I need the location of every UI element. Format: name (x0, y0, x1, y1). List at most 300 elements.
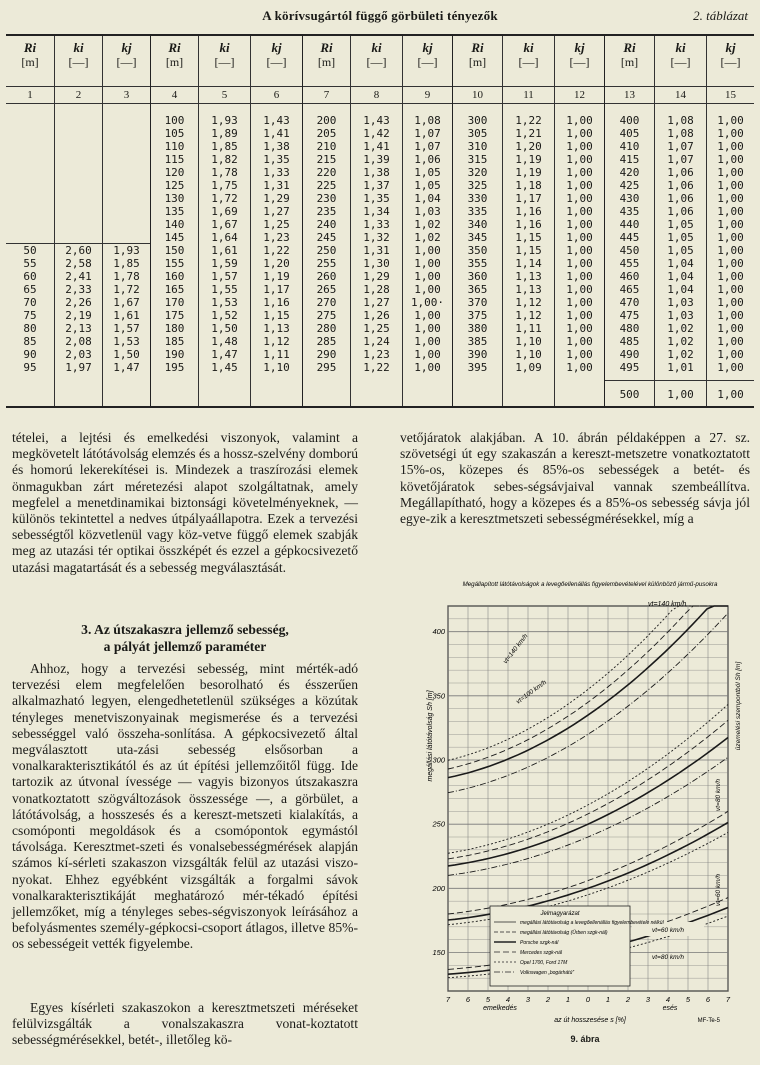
section-heading-line-1: 3. Az útszakaszra jellemző sebesség, (81, 622, 289, 637)
x-tick-labels (446, 995, 731, 1004)
table-cell: 1,33 (263, 166, 290, 179)
legend-title: Jelmagyarázat (540, 911, 580, 917)
column-number: 12 (555, 86, 604, 104)
table-cell: 1,19 (515, 166, 542, 179)
y-tick-label: 200 (432, 883, 445, 893)
header-unit: [m] (468, 55, 487, 69)
table-cell: 325 (467, 179, 488, 192)
table-cell: 230 (316, 192, 337, 205)
table-cell: 1,00 (717, 114, 744, 127)
table-cell: 1,11 (263, 348, 290, 361)
table-column-14 (654, 36, 706, 406)
table-cell: 2,13 (65, 322, 92, 335)
header-symbol: kj (271, 40, 282, 55)
table-cell: 1,00 (717, 309, 744, 322)
table-cell: 205 (316, 127, 337, 140)
table-cell: 1,00 (566, 309, 593, 322)
table-cell: 1,69 (211, 205, 238, 218)
table-cell: 470 (619, 296, 640, 309)
table-cell: 160 (164, 270, 185, 283)
table-cell: 1,35 (363, 192, 390, 205)
header-symbol: Ri (320, 40, 333, 55)
table-cell: 1,11 (515, 322, 542, 335)
table-cell: 1,01 (667, 361, 694, 374)
table-cell: 135 (164, 205, 185, 218)
header-symbol: Ri (168, 40, 181, 55)
header-symbol: ki (219, 40, 230, 55)
y-tick-label: 150 (432, 948, 445, 957)
table-cell: 1,03 (667, 309, 694, 322)
header-unit: [—] (68, 55, 89, 69)
column-header (6, 36, 54, 86)
table-cell: 1,07 (414, 140, 441, 153)
column-header (151, 36, 198, 86)
column-header (103, 36, 150, 86)
column-header (251, 36, 302, 86)
table-cell: 1,04 (667, 257, 694, 270)
y-tick-label: 350 (432, 691, 445, 701)
table-cell: 1,30 (363, 257, 390, 270)
table-cell: 475 (619, 309, 640, 322)
legend-item: Volkswagen „bogárhátú” (520, 970, 575, 976)
x-tick-label: 6 (465, 995, 471, 1004)
figure-stamp: MF-Te-5 (697, 1018, 720, 1024)
table-cell: 1,67 (211, 218, 238, 231)
table-cell: 460 (619, 270, 640, 283)
table-cell: 1,03 (414, 205, 441, 218)
table-cell: 1,06 (667, 205, 694, 218)
table-cell: 270 (316, 296, 337, 309)
header-symbol: Ri (471, 40, 484, 55)
table-cell: 265 (316, 283, 337, 296)
table-cell: 1,19 (263, 270, 290, 283)
header-unit: [—] (670, 55, 691, 69)
section-heading-line-2: a pályát jellemző paraméter (103, 639, 267, 654)
column-number: 8 (351, 86, 402, 104)
header-unit: [—] (366, 55, 387, 69)
table-cell: 55 (23, 257, 37, 270)
table-cell: 330 (467, 192, 488, 205)
table-cell: 1,00 (566, 179, 593, 192)
table-cell: 1,05 (667, 231, 694, 244)
column-number: 1 (6, 86, 54, 104)
table-cell: 450 (619, 244, 640, 257)
table-cell: 1,09 (515, 361, 542, 374)
table-cell: 125 (164, 179, 185, 192)
table-cell: 1,00 (566, 244, 593, 257)
table-cell: 1,27 (263, 205, 290, 218)
table-cell: 1,00 (717, 179, 744, 192)
table-cell: 385 (467, 335, 488, 348)
table-cell: 1,00 (717, 153, 744, 166)
table-cell: 1,29 (363, 270, 390, 283)
table-cell: 280 (316, 322, 337, 335)
table-cell: 2,08 (65, 335, 92, 348)
table-cell: 275 (316, 309, 337, 322)
table-cell: 1,16 (263, 296, 290, 309)
table-cell: 465 (619, 283, 640, 296)
header-unit: [—] (518, 55, 539, 69)
table-column-3 (102, 36, 150, 406)
column-number: 10 (453, 86, 502, 104)
table-cell: 1,61 (113, 309, 140, 322)
table-cell: 1,97 (65, 361, 92, 374)
table-cell: 1,41 (363, 140, 390, 153)
table-cell: 355 (467, 257, 488, 270)
table-cell: 1,00 (717, 231, 744, 244)
table-cell: 290 (316, 348, 337, 361)
table-cell: 1,00 (414, 322, 441, 335)
header-unit: [—] (266, 55, 287, 69)
table-column-2 (54, 36, 102, 406)
table-cell: 1,05 (667, 218, 694, 231)
column-header (605, 36, 654, 86)
table-cell: 440 (619, 218, 640, 231)
column-header (55, 36, 102, 86)
table-cell: 300 (467, 114, 488, 127)
table-cell: 1,00 (717, 140, 744, 153)
x-tick-label: 1 (605, 995, 611, 1004)
table-cell: 1,17 (263, 283, 290, 296)
table-cell: 145 (164, 231, 185, 244)
table-last-row-cell: 1,00 (707, 380, 754, 408)
sight-distance-chart (420, 576, 750, 1036)
table-cell: 1,15 (263, 309, 290, 322)
table-cell: 65 (23, 283, 37, 296)
column-values (555, 114, 604, 374)
table-cell: 1,47 (113, 361, 140, 374)
table-cell: 225 (316, 179, 337, 192)
table-cell: 400 (619, 114, 640, 127)
header-symbol: ki (73, 40, 84, 55)
x-label-bottom: az út hosszesése s [%] (554, 1017, 626, 1024)
table-cell: 1,06 (414, 153, 441, 166)
table-cell: 1,00 (414, 361, 441, 374)
column-values (303, 114, 350, 374)
table-cell: 1,85 (211, 140, 238, 153)
table-cell: 75 (23, 309, 37, 322)
column-values (403, 114, 452, 374)
table-cell: 240 (316, 218, 337, 231)
table-cell: 140 (164, 218, 185, 231)
column-values (351, 114, 402, 374)
table-cell: 320 (467, 166, 488, 179)
table-cell: 1,00 (566, 114, 593, 127)
table-cell: 1,50 (113, 348, 140, 361)
left-paragraph-2: Ahhoz, hogy a tervezési sebesség, mint mérték-adó tervezési elem megfelelően besorolható és ésszerűen alkalmazható legyen, elengedhetetlenül szükséges a közútak tényleges menetviszonyainak megismerése és a tervezési sebességgel való összeha-sonlítása. A gépkocsivezető által megválasztott uta-zási sebesség elsősorban a vonalkarakterisztikától és az út építési jellemzőitől függ. Ide tartozik az útvonal ívessége — vagyis bizonyos útszakaszra vonatkoztatott szögváltozások összessége —, a görbület, a látótávolság, a hosszesés és a kereszt-metszeti kialakítás, a csomóponti megoldások és a csomópontok egymástól távolsága. Keresztmet-szeti és vonalsebességmérések alapján számos kí-sérleti szakaszon vizsgálták felül az utazási viszo-nyokat. Ehhez egyébként vizsgálták a forgalmi sávok vonalkarakterisztikáját meghatározó mér-tékadó építési jellemzőket, míg a tényleges sebes-ségviszonyok leírásához a befolyásmentes személy-gépkocsi-csoport átlagos, illetve 85%-os sebességeit vették figyelembe. (12, 661, 358, 952)
table-cell: 1,06 (667, 179, 694, 192)
table-cell: 360 (467, 270, 488, 283)
table-cell: 1,00 (717, 205, 744, 218)
column-header (351, 36, 402, 86)
table-cell: 1,02 (667, 335, 694, 348)
table-column-4 (150, 36, 198, 406)
table-cell: 480 (619, 322, 640, 335)
table-cell: 1,00 (566, 296, 593, 309)
table-label: 2. táblázat (693, 8, 748, 23)
table-cell: 445 (619, 231, 640, 244)
table-cell: 1,20 (515, 140, 542, 153)
table-cell: 1,89 (211, 127, 238, 140)
table-cell: 495 (619, 361, 640, 374)
table-cell: 1,00 (717, 283, 744, 296)
table-cell: 1,02 (414, 231, 441, 244)
table-cell: 190 (164, 348, 185, 361)
table-cell: 1,24 (363, 335, 390, 348)
header-symbol: ki (371, 40, 382, 55)
table-cell: 1,61 (211, 244, 238, 257)
table-cell: 215 (316, 153, 337, 166)
table-cell: 1,23 (263, 231, 290, 244)
table-column-11 (502, 36, 554, 406)
legend-item: Mercedes szgk-nál (520, 950, 562, 956)
table-cell: 375 (467, 309, 488, 322)
table-cell: 1,13 (263, 322, 290, 335)
table-cell: 1,15 (515, 231, 542, 244)
column-number: 9 (403, 86, 452, 104)
table-cell: 1,00 (717, 218, 744, 231)
table-cell: 370 (467, 296, 488, 309)
table-cell: 340 (467, 218, 488, 231)
column-header (555, 36, 604, 86)
y-axis-label: megállási látótávolság Sh [m] (427, 690, 434, 782)
table-cell: 1,22 (363, 361, 390, 374)
table-cell: 1,00 (414, 309, 441, 322)
right-paragraph-1: vetőjáratok alakjában. A 10. ábrán példaképpen a 27. sz. szövetségi út egy szakaszán a kereszt-metszetre vonatkoztatott 15%-os, közepes és 85%-os sebességek a betét- és követőjáratok sebes-ségsávjaival vannak szembeállítva. Megállapítható, hogy a közepes és a 85%-os sebesség sávja jól egye-zik a keresztmetszeti sebességmérésekkel, míg a (400, 430, 750, 527)
table-cell: 1,00 (414, 257, 441, 270)
table-cell: 2,58 (65, 257, 92, 270)
table-cell: 1,00 (717, 166, 744, 179)
table-cell: 1,37 (363, 179, 390, 192)
column-number: 3 (103, 86, 150, 104)
table-cell: 255 (316, 257, 337, 270)
column-number: 7 (303, 86, 350, 104)
table-cell: 165 (164, 283, 185, 296)
table-cell: 1,53 (211, 296, 238, 309)
table-cell: 435 (619, 205, 640, 218)
column-values (707, 114, 754, 374)
table-cell: 1,23 (363, 348, 390, 361)
table-cell: 1,16 (515, 205, 542, 218)
table-cell: 1,25 (263, 218, 290, 231)
header-unit: [m] (165, 55, 184, 69)
table-column-12 (554, 36, 604, 406)
table-cell: 1,00 (566, 231, 593, 244)
table-cell: 150 (164, 244, 185, 257)
table-cell: 1,26 (363, 309, 390, 322)
table-cell: 335 (467, 205, 488, 218)
table-cell: 1,41 (263, 127, 290, 140)
table-cell: 1,64 (211, 231, 238, 244)
table-cell: 285 (316, 335, 337, 348)
table-cell: 155 (164, 257, 185, 270)
x-tick-label: 5 (685, 995, 691, 1004)
row-divider (55, 243, 102, 244)
table-cell: 260 (316, 270, 337, 283)
table-cell: 1,18 (515, 179, 542, 192)
table-cell: 1,27 (363, 296, 390, 309)
table-cell: 100 (164, 114, 185, 127)
table-cell: 1,14 (515, 257, 542, 270)
table-cell: 1,67 (113, 296, 140, 309)
table-cell: 1,00 (566, 192, 593, 205)
table-cell: 180 (164, 322, 185, 335)
table-cell: 1,13 (515, 270, 542, 283)
table-cell: 1,00· (410, 296, 445, 309)
column-number: 2 (55, 86, 102, 104)
table-cell: 1,04 (667, 270, 694, 283)
table-cell: 1,57 (211, 270, 238, 283)
table-cell: 345 (467, 231, 488, 244)
row-divider (6, 243, 54, 244)
table-cell: 1,10 (515, 348, 542, 361)
table-cell: 1,00 (566, 166, 593, 179)
header-unit: [m] (21, 55, 39, 69)
x-tick-label: 7 (725, 995, 731, 1004)
table-cell: 1,00 (566, 257, 593, 270)
table-cell: 1,00 (566, 361, 593, 374)
table-cell: 1,34 (363, 205, 390, 218)
table-cell: 1,39 (363, 153, 390, 166)
table-cell: 80 (23, 322, 37, 335)
table-cell: 1,00 (414, 270, 441, 283)
table-cell: 175 (164, 309, 185, 322)
column-values (251, 114, 302, 374)
table-column-6 (250, 36, 302, 406)
table-cell: 1,07 (414, 127, 441, 140)
table-cell: 1,03 (667, 296, 694, 309)
table-cell: 1,00 (717, 257, 744, 270)
curve-label-60: vt=60 km/h (715, 874, 722, 906)
table-cell: 315 (467, 153, 488, 166)
table-cell: 2,33 (65, 283, 92, 296)
figure-top-title: Megállapított látótávolságok a levegőellenállás figyelembevételével különböző jármű-pusokra (462, 581, 718, 588)
row-divider (103, 243, 150, 244)
table-cell: 1,15 (515, 244, 542, 257)
table-cell: 305 (467, 127, 488, 140)
curvature-factor-table (6, 34, 754, 408)
column-values (655, 114, 706, 374)
table-cell: 485 (619, 335, 640, 348)
column-header (453, 36, 502, 86)
column-number: 15 (707, 86, 754, 104)
table-column-7 (302, 36, 350, 406)
table-title: A körívsugártól függő görbületi tényezők (262, 8, 498, 23)
curve-label-80: vt=80 km/h (715, 779, 722, 811)
table-cell: 1,21 (515, 127, 542, 140)
table-cell: 1,06 (667, 166, 694, 179)
table-cell: 1,00 (566, 153, 593, 166)
table-cell: 1,13 (515, 283, 542, 296)
table-cell: 1,02 (667, 322, 694, 335)
table-cell: 2,26 (65, 296, 92, 309)
x-tick-label: 2 (545, 995, 551, 1004)
header-symbol: kj (121, 40, 132, 55)
table-column-13 (604, 36, 654, 406)
column-header (303, 36, 350, 86)
header-symbol: Ri (623, 40, 636, 55)
table-cell: 1,47 (211, 348, 238, 361)
table-cell: 415 (619, 153, 640, 166)
table-cell: 1,33 (363, 218, 390, 231)
table-cell: 1,59 (211, 257, 238, 270)
column-number: 11 (503, 86, 554, 104)
table-cell: 1,38 (363, 166, 390, 179)
table-cell: 1,00 (717, 335, 744, 348)
table-cell: 1,00 (717, 296, 744, 309)
table-cell: 1,10 (515, 335, 542, 348)
x-tick-label: 3 (525, 995, 531, 1004)
table-cell: 1,22 (263, 244, 290, 257)
table-cell: 380 (467, 322, 488, 335)
header-symbol: kj (725, 40, 736, 55)
curve-label-140-mid: vt=140 km/h (502, 632, 530, 666)
y-tick-label: 300 (432, 755, 445, 765)
curve-label-140-top: vt=140 km/h (648, 601, 687, 608)
column-number: 4 (151, 86, 198, 104)
table-cell: 250 (316, 244, 337, 257)
right-axis-label: üzemelési szempontból Sh [m] (735, 661, 742, 751)
column-values (503, 114, 554, 374)
table-cell: 130 (164, 192, 185, 205)
table-cell: 405 (619, 127, 640, 140)
left-paragraph-3: Egyes kísérleti szakaszokon a keresztmetszeti méréseket felülvizsgálták a vonalszakaszra vonat-koztatott sebességmérésekkel, betét-, illetőleg kö- (12, 1000, 358, 1048)
table-cell: 2,03 (65, 348, 92, 361)
header-symbol: ki (675, 40, 686, 55)
x-tick-label: 7 (445, 995, 451, 1004)
table-cell: 220 (316, 166, 337, 179)
header-unit: [—] (116, 55, 137, 69)
table-cell: 1,16 (515, 218, 542, 231)
legend-item: Porsche szgk-nál (520, 940, 559, 946)
column-values (151, 114, 198, 374)
table-cell: 1,29 (263, 192, 290, 205)
table-cell: 2,60 (65, 244, 92, 257)
table-cell: 1,12 (263, 335, 290, 348)
column-header (403, 36, 452, 86)
table-cell: 1,12 (515, 309, 542, 322)
table-cell: 1,08 (667, 127, 694, 140)
figure-caption: 9. ábra (570, 1034, 600, 1044)
table-cell: 185 (164, 335, 185, 348)
table-cell: 1,72 (211, 192, 238, 205)
table-cell: 410 (619, 140, 640, 153)
legend-item: megállási látótávolság a levegőellenállás figyelembevétele nélkül (520, 920, 664, 926)
table-last-row-cell: 1,00 (655, 380, 706, 408)
legend-item: Opel 1700, Ford 17M (520, 960, 568, 966)
table-cell: 1,00 (717, 348, 744, 361)
x-tick-label: 4 (505, 995, 511, 1004)
table-cell: 1,28 (363, 283, 390, 296)
table-cell: 365 (467, 283, 488, 296)
figure-9 (420, 576, 750, 1046)
table-cell: 350 (467, 244, 488, 257)
header-symbol: ki (523, 40, 534, 55)
column-number: 13 (605, 86, 654, 104)
table-cell: 1,00 (717, 270, 744, 283)
column-values (55, 244, 102, 374)
table-cell: 1,50 (211, 322, 238, 335)
table-cell: 1,42 (363, 127, 390, 140)
table-column-15 (706, 36, 754, 406)
table-cell: 1,32 (363, 231, 390, 244)
table-cell: 1,00 (566, 283, 593, 296)
table-column-10 (452, 36, 502, 406)
table-cell: 1,00 (566, 127, 593, 140)
table-cell: 60 (23, 270, 37, 283)
x-tick-label: 3 (645, 995, 651, 1004)
x-tick-label: 2 (625, 995, 631, 1004)
